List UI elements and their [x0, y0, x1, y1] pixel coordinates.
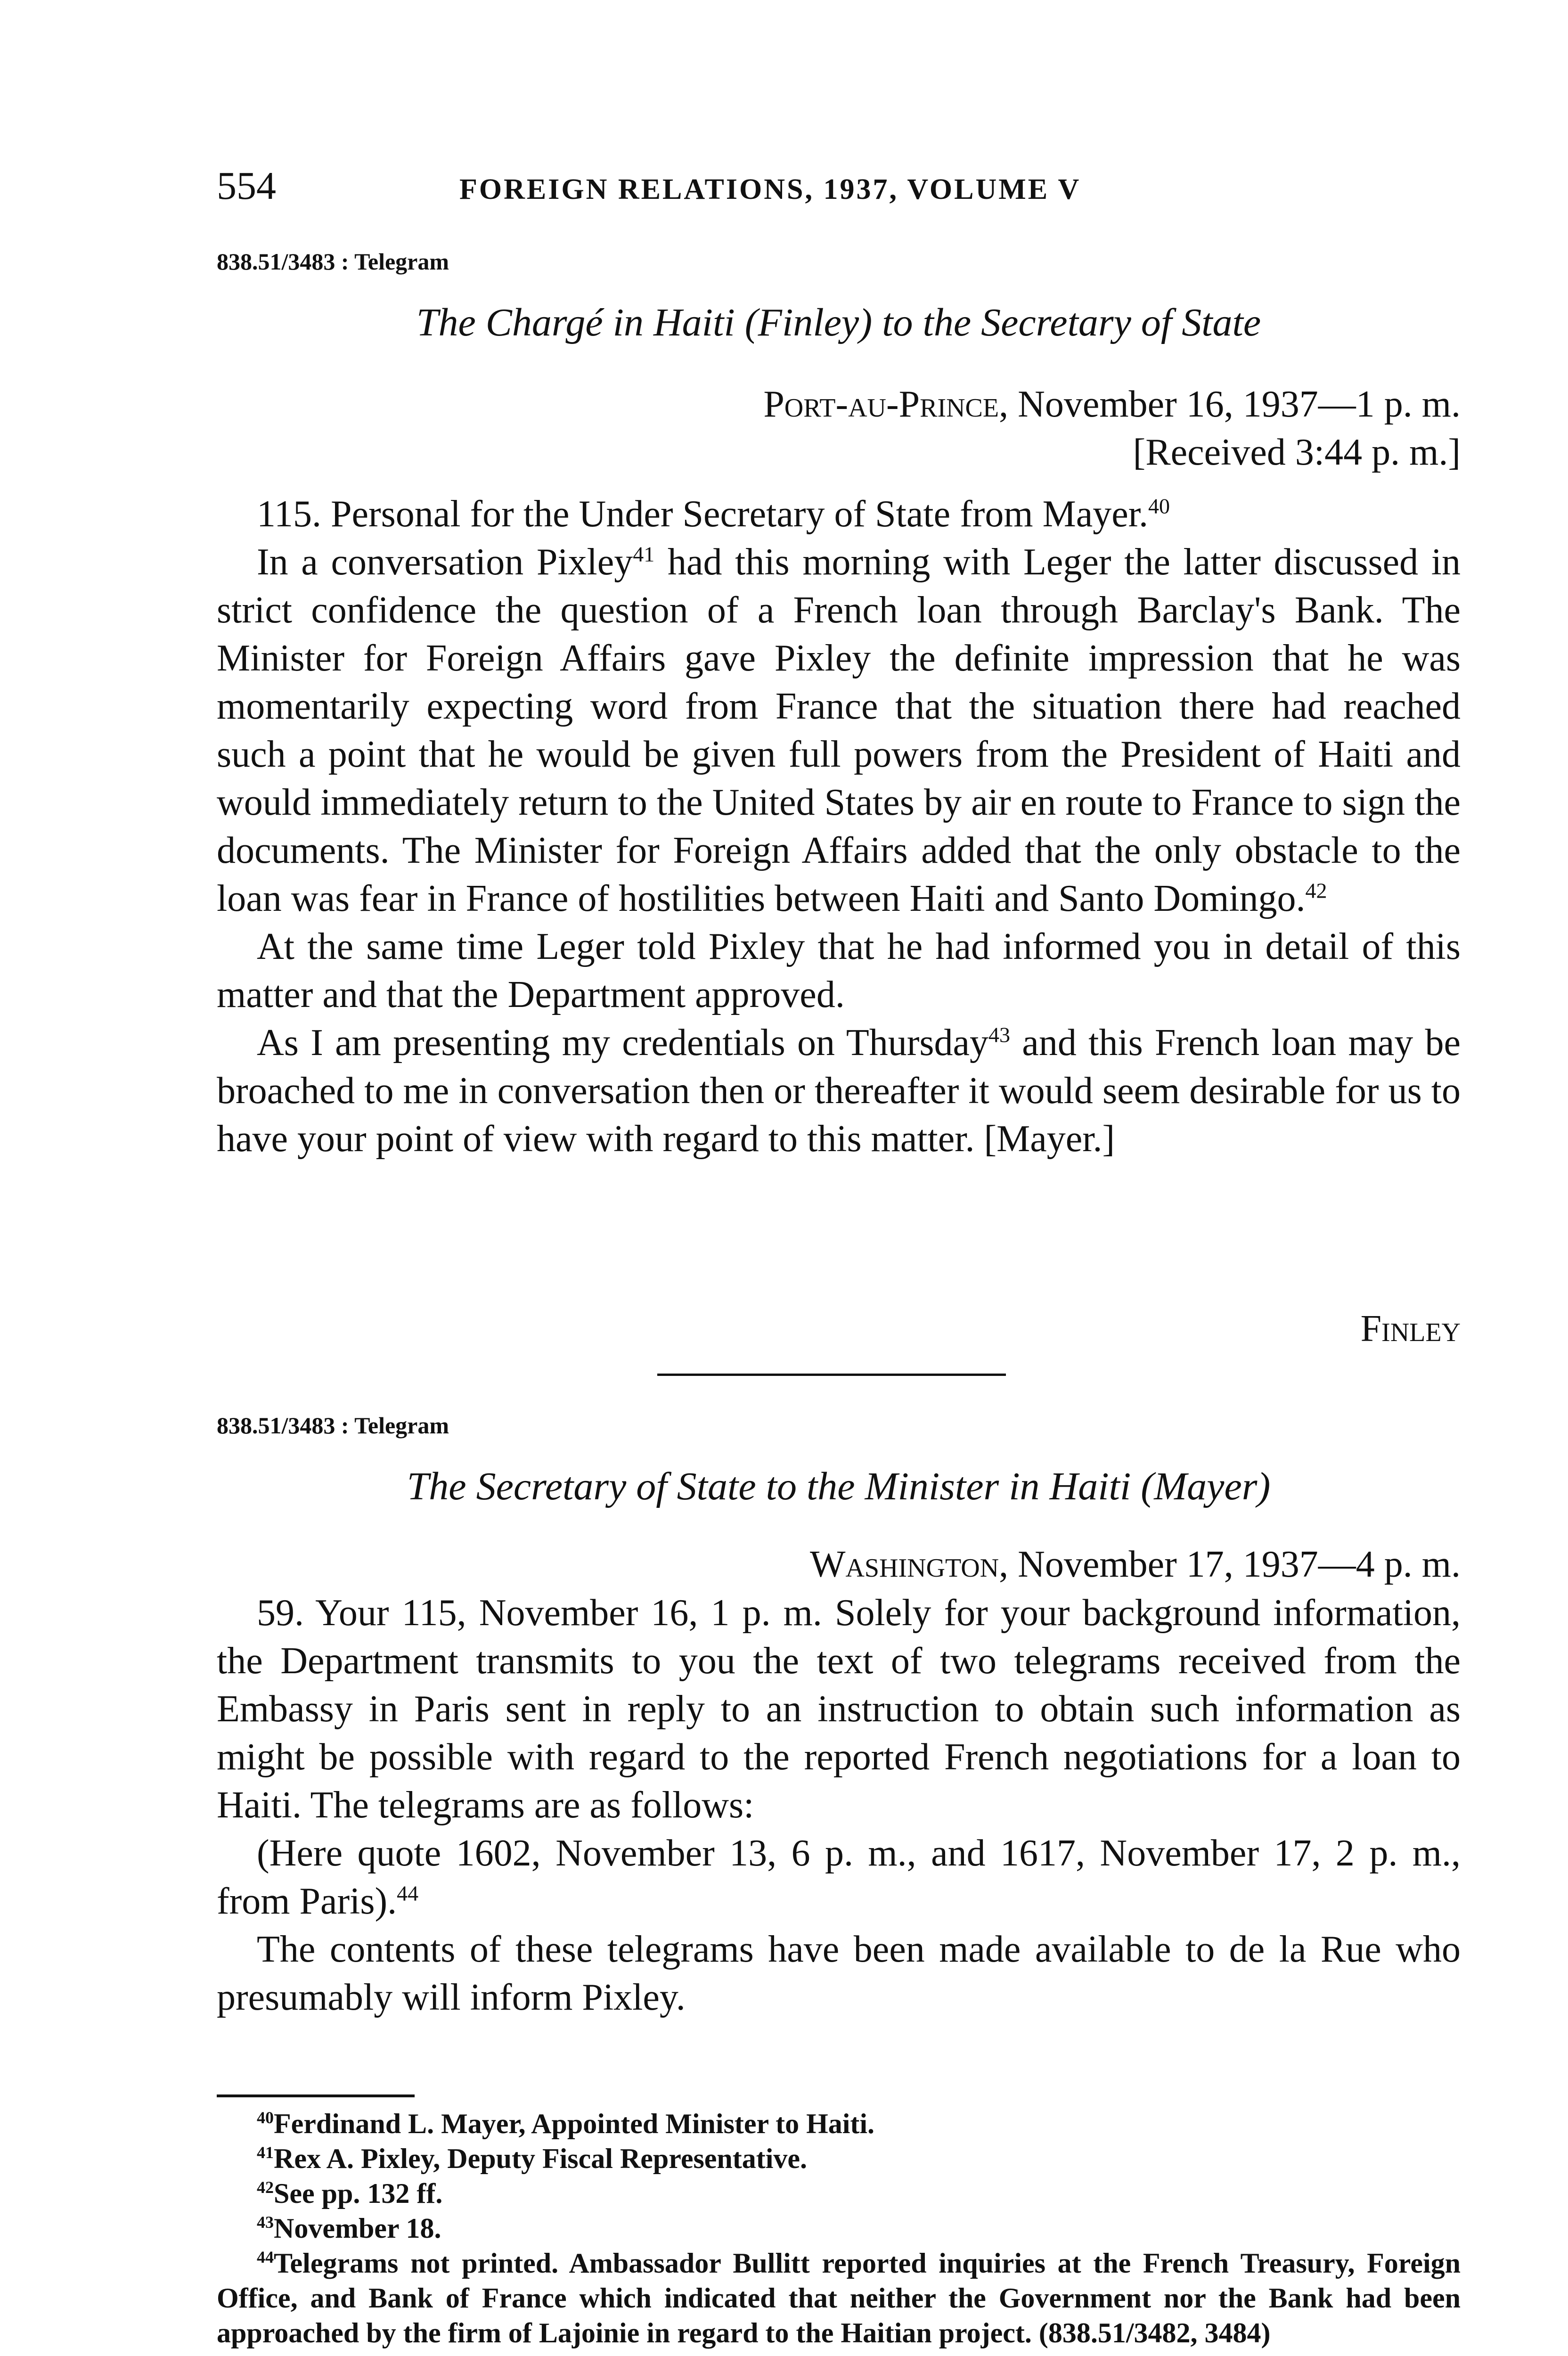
footnote-text: Rex A. Pixley, Deputy Fiscal Representative.: [274, 2143, 808, 2174]
running-header: [217, 160, 1470, 212]
signature: Finley: [1360, 1308, 1461, 1350]
footnote-ref: 42: [1305, 878, 1327, 903]
paragraph: [217, 1925, 1461, 2021]
footnote-text: Telegrams not printed. Ambassador Bullitt reported inquiries at the French Treasury, Foreign Office, and Bank of France which indicated that neither the Government nor the Bank had been approached by the firm of Lajoinie in regard to the Haitian project. (838.51/3482, 3484): [217, 2248, 1461, 2348]
footnote-text: See pp. 132 ff.: [274, 2178, 443, 2209]
footnote-divider: [217, 2094, 415, 2097]
dateline-place: Port-au-Prince: [763, 384, 999, 425]
received-line: [Received 3:44 p. m.]: [1133, 432, 1461, 473]
footnote: [217, 2176, 1461, 2211]
dateline-place: Washington: [809, 1544, 999, 1585]
paragraph: [217, 538, 1461, 923]
footnote-ref: 40: [1148, 494, 1170, 518]
paragraph-text: 115. Personal for the Under Secretary of State from Mayer.: [257, 493, 1148, 535]
footnote-ref: 44: [397, 1881, 419, 1906]
section-divider: [657, 1374, 1006, 1376]
paragraph-text: At the same time Leger told Pixley that he had informed you in detail of this matter and that the Department approved.: [217, 926, 1461, 1015]
paragraph: [217, 1829, 1461, 1925]
footnote-ref: 43: [988, 1023, 1011, 1047]
paragraph: [217, 923, 1461, 1019]
footnote-mark: 40: [257, 2108, 274, 2127]
telegram-body: [217, 1589, 1461, 2021]
footnote: [217, 2246, 1461, 2350]
file-reference: 838.51/3483 : Telegram: [217, 1412, 449, 1439]
paragraph-text: and this French loan may be broached to me in conversation then or thereafter it would seem desirable for us to have your point of view with regard to this matter. [Mayer.]: [217, 1022, 1461, 1160]
telegram-body: [217, 490, 1461, 1163]
paragraph: [217, 1589, 1461, 1829]
file-reference: 838.51/3483 : Telegram: [217, 248, 449, 275]
footnote: [217, 2141, 1461, 2176]
footnote-ref: 41: [633, 542, 655, 566]
footnote-mark: 42: [257, 2178, 274, 2197]
footnotes: [217, 2106, 1461, 2350]
footnote-text: November 18.: [274, 2213, 441, 2244]
paragraph-text: (Here quote 1602, November 13, 6 p. m., and 1617, November 17, 2 p. m., from Paris).: [217, 1832, 1461, 1922]
dateline-date: , November 16, 1937—1 p. m.: [999, 384, 1461, 425]
footnote-mark: 43: [257, 2213, 274, 2232]
paragraph-text: 59. Your 115, November 16, 1 p. m. Solely for your background information, the Department transmits to you the text of two telegrams received from the Embassy in Paris sent in reply to an instruction to obtain such information as might be possible with regard to the reported French negotiations for a loan to Haiti. The telegrams are as follows:: [217, 1592, 1461, 1826]
paragraph-text: had this morning with Leger the latter discussed in strict confidence the question of a French loan through Barclay's Bank. The Minister for Foreign Affairs gave Pixley the definite impression that he was momentarily expecting word from France that the situation there had reached such a point that he would be given full powers from the President of Haiti and would immediately return to the United States by air en route to France to sign the documents. The Minister for Foreign Affairs added that the only obstacle to the loan was fear in France of hostilities between Haiti and Santo Domingo.: [217, 541, 1461, 919]
footnote: [217, 2106, 1461, 2141]
page-number: 554: [217, 164, 276, 208]
document-heading: The Chargé in Haiti (Finley) to the Secretary of State: [416, 301, 1261, 344]
dateline: [810, 1541, 1461, 1588]
paragraph: [217, 1019, 1461, 1163]
dateline: [763, 381, 1461, 428]
paragraph-text: As I am presenting my credentials on Thursday: [257, 1022, 989, 1063]
paragraph-text: In a conversation Pixley: [257, 541, 633, 583]
footnote-text: Ferdinand L. Mayer, Appointed Minister to Haiti.: [274, 2108, 875, 2139]
document-heading: The Secretary of State to the Minister in Haiti (Mayer): [407, 1464, 1271, 1508]
footnote-mark: 41: [257, 2143, 274, 2162]
paragraph: [217, 490, 1461, 538]
paragraph-text: The contents of these telegrams have been made available to de la Rue who presumably will inform Pixley.: [217, 1929, 1461, 2018]
dateline-date: , November 17, 1937—4 p. m.: [999, 1544, 1461, 1585]
footnote: [217, 2211, 1461, 2246]
running-title: FOREIGN RELATIONS, 1937, VOLUME V: [459, 173, 1081, 205]
footnote-mark: 44: [257, 2248, 274, 2266]
